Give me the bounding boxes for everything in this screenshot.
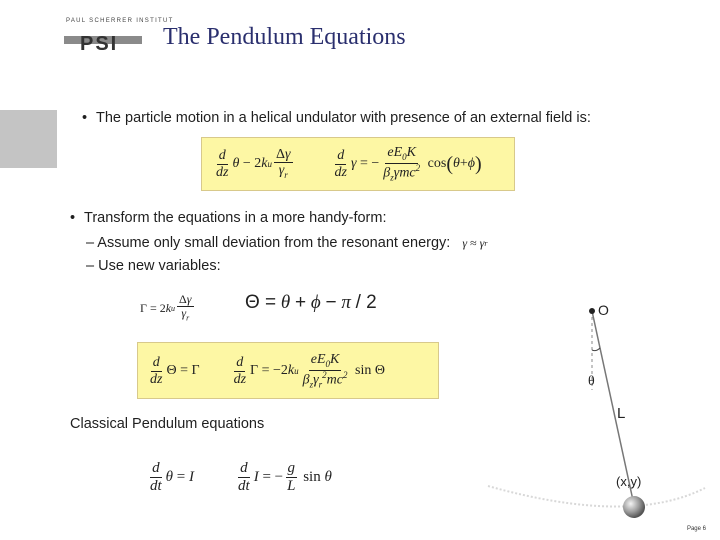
equation-theta-def: Θ = θ + ϕ − π / 2 <box>245 292 377 313</box>
pendulum-diagram <box>470 290 710 525</box>
bullet-dot-icon: • <box>70 210 76 226</box>
equation-classical-pendulum: $\frac{d}{dt}$ θ = I $\frac{d}{dt}$ I = − $\frac{g}{L}$ sin θ <box>150 460 332 494</box>
bullet-1-text: The particle motion in a helical undulator with presence of an external field is: <box>96 110 591 126</box>
length-label: L <box>617 405 626 422</box>
angle-arc <box>592 348 600 351</box>
logo-institute-name: PAUL SCHERRER INSTITUT <box>66 18 174 24</box>
page-title: The Pendulum Equations <box>163 24 406 50</box>
classical-pendulum-label: Classical Pendulum equations <box>70 416 265 432</box>
equation-box-motion <box>201 137 515 191</box>
logo-mark-text: PSI <box>80 33 119 52</box>
pivot-point <box>589 308 595 314</box>
bullet-2 <box>70 210 387 226</box>
bullet-2-sub-1 <box>86 235 488 251</box>
bullet-2-sub-1-text: – Assume only small deviation from the resonant energy: <box>86 235 451 251</box>
page-number: Page 6 <box>686 526 706 532</box>
decorative-gray-block <box>0 110 57 168</box>
bullet-2-text: Transform the equations in a more handy-form: <box>84 210 387 226</box>
bob-coordinate-label: (x,y) <box>616 474 642 489</box>
bullet-dot-icon: • <box>82 110 88 126</box>
psi-logo-mark <box>62 18 144 52</box>
bullet-2-sub-2 <box>86 258 221 274</box>
equation-resonant: γ ≈ γ r <box>462 236 488 250</box>
swing-arc <box>488 486 705 507</box>
equation-motion: $\frac{d}{dz}$ θ − 2 k u $\frac{\Delta\gamma}{\gamma_r}$ $\frac{d}{dz}$ γ = − $\frac{eE_0K}{\beta_z\gamma mc^2}$ cos ( θ + ϕ ) <box>216 144 482 183</box>
bullet-2-sub-2-text: – Use new variables: <box>86 258 221 274</box>
angle-label: θ <box>588 374 595 389</box>
equation-gamma-def: Γ = 2 k u $\frac{\Delta\gamma}{\gamma_r}$ <box>140 291 192 323</box>
pendulum-bob <box>623 496 645 518</box>
psi-logo <box>62 18 174 52</box>
bullet-1 <box>82 110 591 126</box>
equation-box-pendulum <box>137 342 439 399</box>
pivot-label: O <box>598 302 609 318</box>
equation-pendulum-fel: $\frac{d}{dz}$ Θ = Γ $\frac{d}{dz}$ Γ = −2 k u $\frac{eE_0K}{\beta_z\gamma_r^2mc^2}$ sin Θ <box>150 351 385 390</box>
